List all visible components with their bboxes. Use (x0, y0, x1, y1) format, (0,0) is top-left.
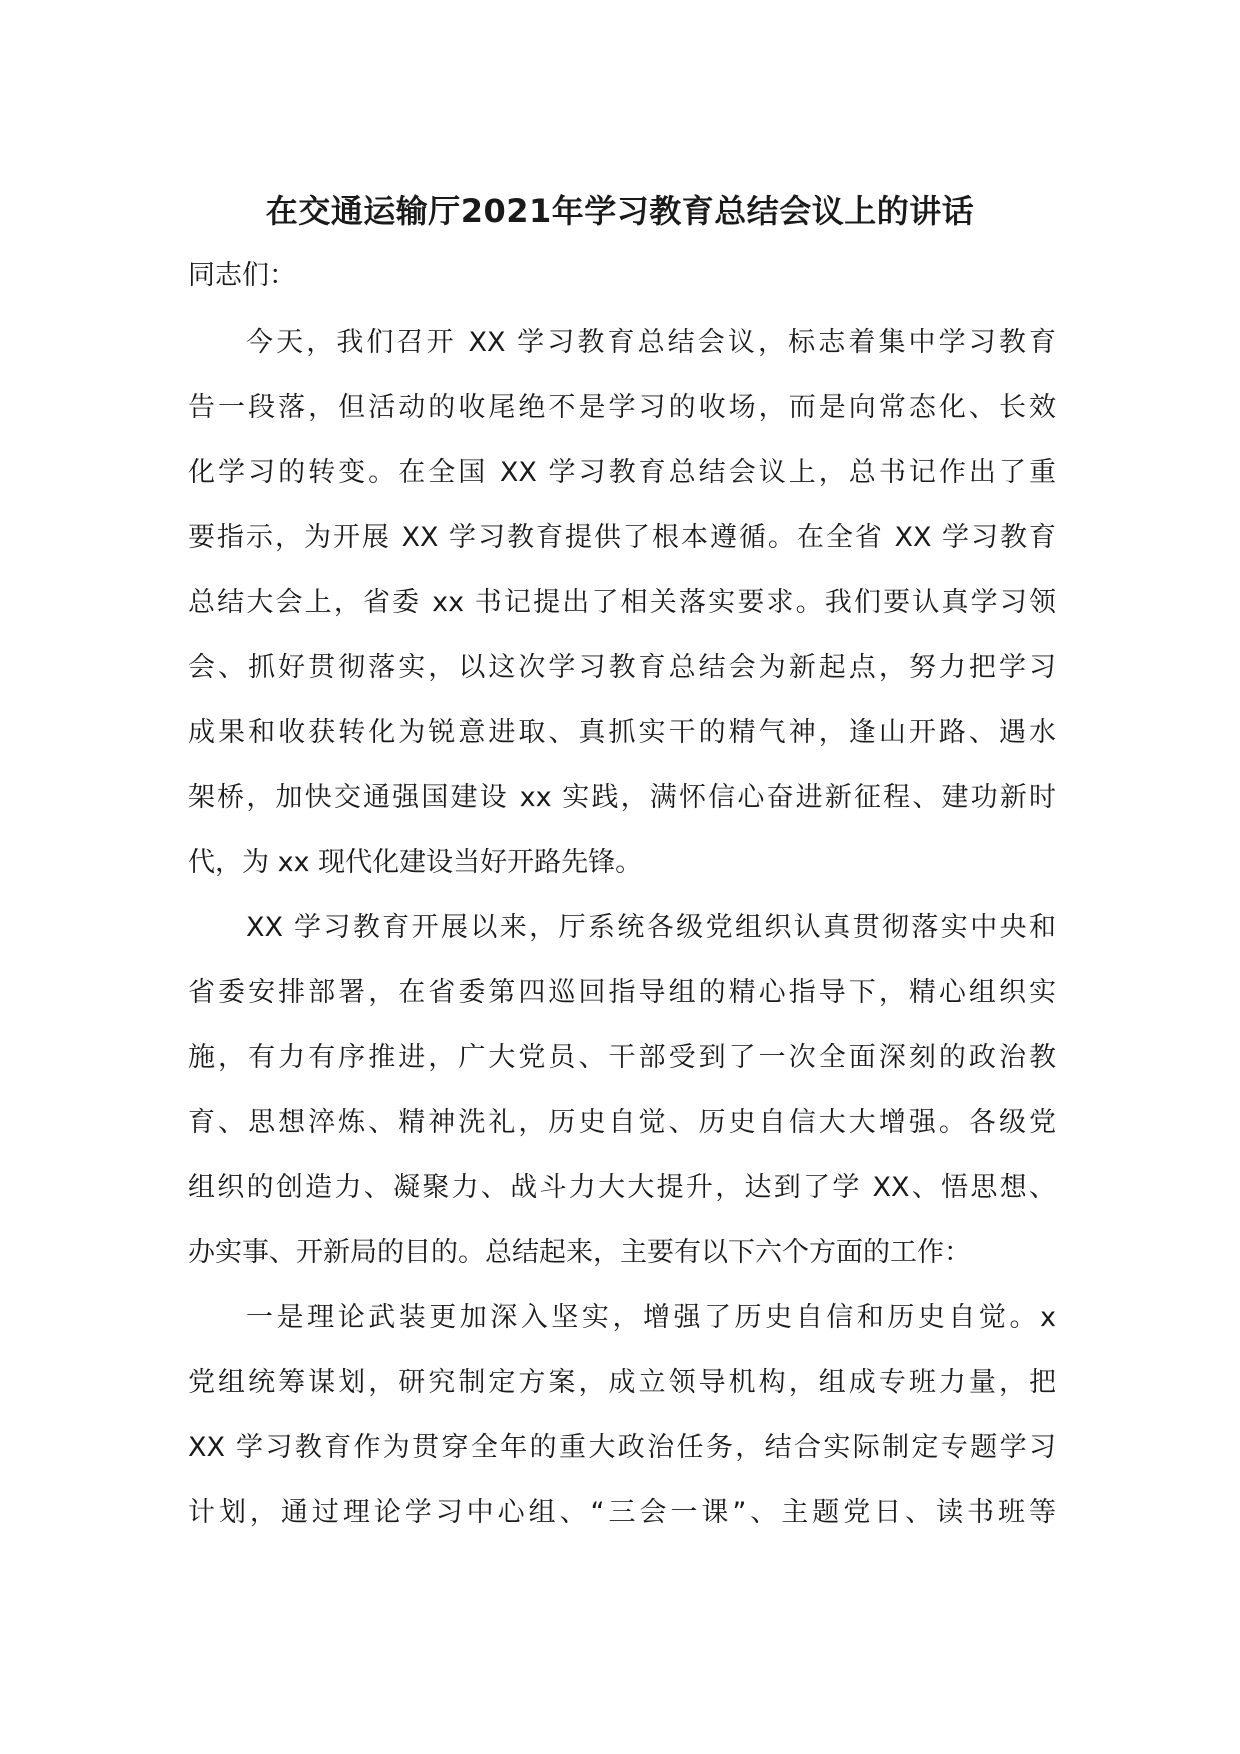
text-line: 党组统筹谋划，研究制定方案，成立领导机构，组成专班力量，把 (188, 1367, 1056, 1398)
text-line: 代，为 xx 现代化建设当好开路先锋。 (188, 847, 643, 878)
text-line: 省委安排部署，在省委第四巡回指导组的精心指导下，精心组织实 (188, 977, 1056, 1008)
text-line: XX 学习教育开展以来，厅系统各级党组织认真贯彻落实中央和 (246, 912, 1056, 943)
paragraph-1 (188, 310, 1056, 895)
paragraph-3 (188, 1285, 1056, 1545)
text-line: 告一段落，但活动的收尾绝不是学习的收场，而是向常态化、长效 (188, 392, 1056, 423)
text-line: 办实事、开新局的目的。总结起来，主要有以下六个方面的工作： (188, 1237, 971, 1268)
document-title: 在交通运输厅2021年学习教育总结会议上的讲话 (265, 192, 975, 230)
text-line: 会、抓好贯彻落实，以这次学习教育总结会为新起点，努力把学习 (188, 652, 1056, 683)
text-line: XX 学习教育作为贯穿全年的重大政治任务，结合实际制定专题学习 (188, 1432, 1056, 1463)
text-line: 要指示，为开展 XX 学习教育提供了根本遵循。在全省 XX 学习教育 (188, 522, 1056, 553)
text-line: 总结大会上，省委 xx 书记提出了相关落实要求。我们要认真学习领 (188, 587, 1056, 618)
text-line: 化学习的转变。在全国 XX 学习教育总结会议上，总书记作出了重 (188, 457, 1056, 488)
text-line: 施，有力有序推进，广大党员、干部受到了一次全面深刻的政治教 (188, 1042, 1056, 1073)
text-line: 架桥，加快交通强国建设 xx 实践，满怀信心奋进新征程、建功新时 (188, 782, 1056, 813)
salutation: 同志们： (188, 260, 296, 291)
document-body (188, 310, 1056, 1545)
text-line: 组织的创造力、凝聚力、战斗力大大提升，达到了学 XX、悟思想、 (188, 1172, 1056, 1203)
text-line: 成果和收获转化为锐意进取、真抓实干的精气神，逢山开路、遇水 (188, 717, 1056, 748)
paragraph-2 (188, 895, 1056, 1285)
text-line: 育、思想淬炼、精神洗礼，历史自觉、历史自信大大增强。各级党 (188, 1107, 1056, 1138)
text-line: 计划，通过理论学习中心组、“三会一课”、主题党日、读书班等 (188, 1497, 1056, 1528)
text-line: 一是理论武装更加深入坚实，增强了历史自信和历史自觉。x (246, 1302, 1056, 1333)
text-line: 今天，我们召开 XX 学习教育总结会议，标志着集中学习教育 (246, 327, 1056, 358)
